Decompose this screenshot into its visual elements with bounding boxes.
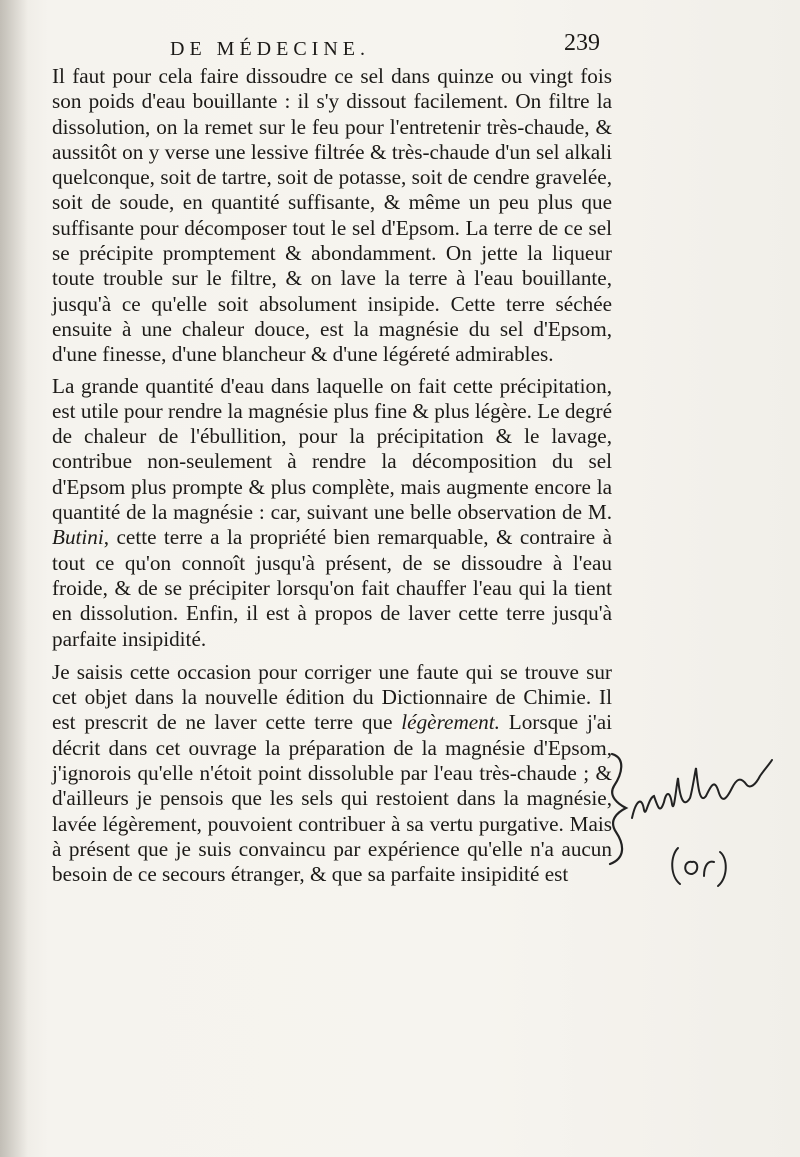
paragraph-2-part-2: , cette terre a la propriété bien remarquable, & contraire à tout ce qu'on connoît jusqu'à présent, de se dissoudre à l'eau froide, & de se précipiter lorsqu'on fait chauffer l'eau qui la tient en dissolution. Enfin, il est à propos de laver cette terre jusqu'à parfaite insipidité. [52, 525, 612, 651]
paragraph-3-part-2: Lorsque j'ai décrit dans cet ouvrage la préparation de la magnésie d'Epsom, j'ignorois qu'elle n'étoit point dissoluble par l'eau très-chaude ; & d'ailleurs je pensois que les sels qui restoient dans la magnésie, lavée légèrement, pouvoient contribuer à sa vertu purgative. Mais à présent que je suis convaincu par expérience qu'elle n'a aucun besoin de ce secours étranger, & que sa parfaite insipidité est [52, 710, 612, 887]
paragraph-1: Il faut pour cela faire dissoudre ce sel dans quinze ou vingt fois son poids d'eau bouillante : il s'y dissout facilement. On filtre la dissolution, on la remet sur le feu pour l'entretenir très-chaude, & aussitôt on y verse une lessive filtrée & très-chaude d'un sel alkali quelconque, soit de tartre, soit de potasse, soit de cendre gravelée, soit de soude, en quantité suffisante, & même un peu plus que suffisante pour décomposer tout le sel d'Epsom. La terre de ce sel se précipite promptement & abondamment. On jette la liqueur toute trouble sur le filtre, & on lave la terre à l'eau bouillante, jusqu'à ce qu'elle soit absolument insipide. Cette terre séchée ensuite à une chaleur douce, est la magnésie du sel d'Epsom, d'une finesse, d'une blancheur & d'une légéreté admirables. [52, 64, 612, 367]
paragraph-2 [52, 374, 612, 652]
page-header [160, 28, 600, 68]
author-name-italic: Butini [52, 525, 104, 550]
paragraph-3-part-1: Je saisis cette occasion pour corriger une faute qui se trouve sur cet objet dans la nouvelle édition du Dictionnaire de Chimie. Il est prescrit de ne laver cette terre que [52, 659, 612, 735]
emphasis-italic: légèrement. [401, 710, 500, 735]
gutter-shadow [0, 0, 28, 1157]
paragraph-2-part-1: La grande quantité d'eau dans laquelle on fait cette précipitation, est utile pour rendre la magnésie plus fine & plus légère. Le degré de chaleur de l'ébullition, pour la précipitation & le lavage, contribue non-seulement à rendre la décomposition du sel d'Epsom plus prompte & plus complète, mais augmente encore la quantité de la magnésie : car, suivant une belle observation de M. [52, 373, 612, 525]
running-head: DE MÉDECINE. [170, 38, 370, 60]
handwritten-margin-note [600, 748, 800, 908]
paragraph-3 [52, 660, 612, 888]
handwritten-annotation-icon [600, 748, 800, 908]
body-text [52, 64, 612, 888]
page-number: 239 [564, 30, 600, 56]
